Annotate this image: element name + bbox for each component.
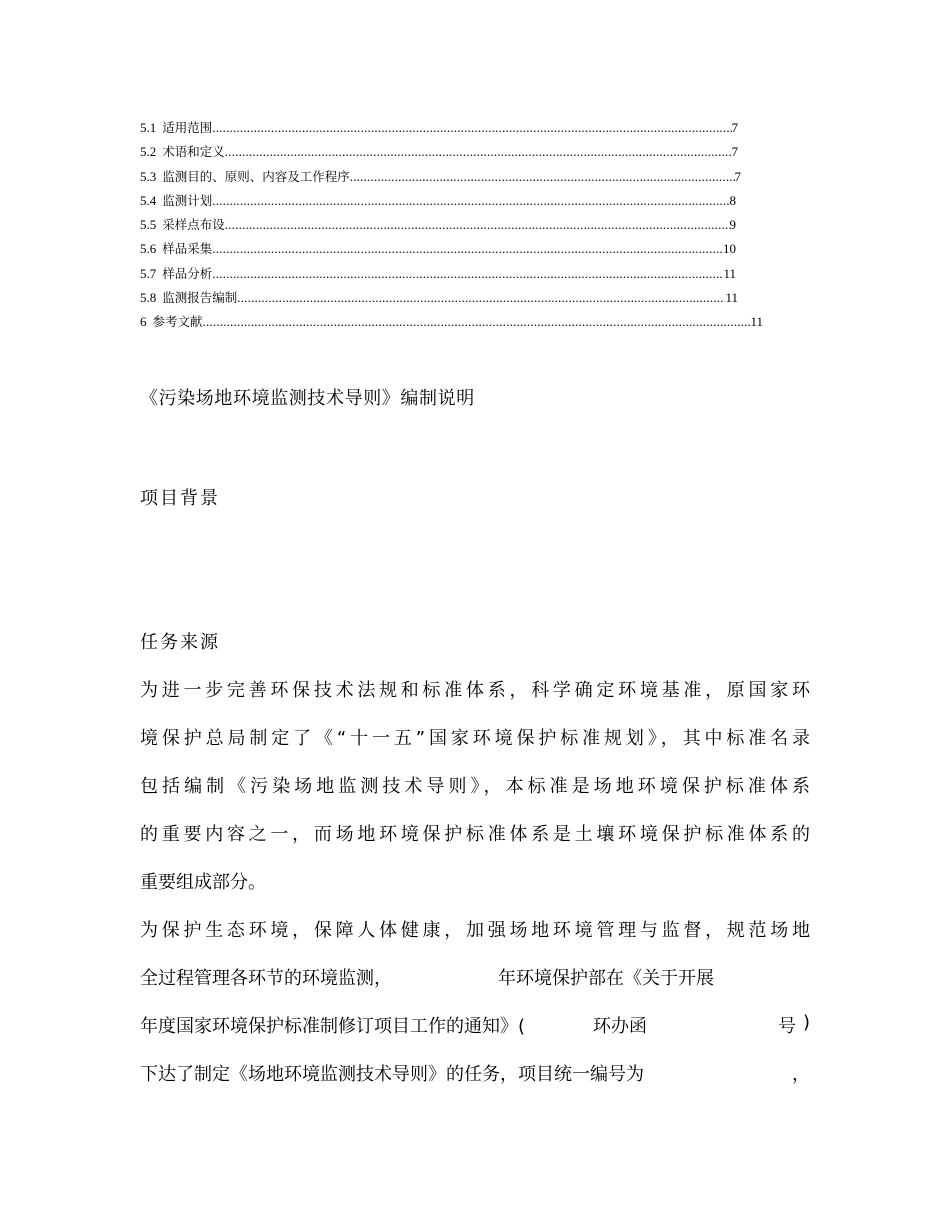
paragraph-line: 包括编制《污染场地监测技术导则》，本标准是场地环境保护标准体系	[140, 776, 810, 797]
toc-leader-dots	[203, 310, 751, 334]
toc-leader-dots	[350, 165, 735, 189]
paragraph-line: 的重要内容之一，而场地环境保护标准体系是土壤环境保护标准体系的	[140, 824, 810, 845]
toc-leader-dots	[212, 237, 723, 261]
toc-entry-number: 5.1	[140, 120, 157, 135]
paragraph-segment: ，	[792, 1064, 810, 1085]
section-heading-task-source: 任务来源	[140, 632, 220, 653]
paragraph-segment: 全过程管理各环节的环境监测，	[140, 968, 392, 989]
toc-entry-page: 9	[729, 217, 736, 233]
toc-leader-dots	[237, 286, 725, 310]
toc-entry-page: 8	[729, 192, 736, 208]
toc-entry-page: 7	[734, 168, 741, 184]
toc-entry-title: 样品采集	[162, 241, 213, 257]
toc-entry-number: 5.4	[140, 192, 157, 208]
toc-entry-title: 采样点布设	[162, 217, 225, 233]
toc-entry-page: 11	[723, 265, 736, 281]
toc-entry-page: 11	[725, 290, 738, 306]
toc-entry-number: 5.5	[140, 217, 157, 233]
toc-entry-page: 7	[731, 120, 738, 135]
toc-entry[interactable]	[140, 237, 736, 261]
toc-leader-dots	[225, 140, 732, 164]
toc-entry-page: 7	[731, 144, 738, 160]
paragraph-line: 重要组成部分。	[140, 872, 266, 893]
toc-entry-title: 监测计划	[162, 192, 213, 208]
toc-entry-title: 样品分析	[162, 265, 213, 281]
toc-leader-dots	[212, 189, 729, 213]
toc-entry[interactable]	[140, 140, 738, 164]
paragraph-segment: 环办函	[593, 1016, 647, 1037]
toc-entry[interactable]	[140, 286, 738, 310]
document-title: 《污染场地环境监测技术导则》编制说明	[140, 388, 475, 409]
paragraph-line: 为保护生态环境，保障人体健康，加强场地环境管理与监督，规范场地	[140, 920, 810, 941]
toc-entry-number: 5.2	[140, 144, 157, 160]
paragraph-segment: 下达了制定《场地环境监测技术导则》的任务，项目统一编号为	[140, 1064, 644, 1085]
toc-entry-title: 参考文献	[152, 314, 203, 330]
toc-entry-title: 监测报告编制	[162, 290, 238, 306]
toc-entry[interactable]	[140, 116, 738, 140]
toc-leader-dots	[225, 213, 730, 237]
toc-entry-title: 术语和定义	[162, 144, 225, 160]
paragraph-segment: )	[803, 1012, 811, 1033]
toc-entry[interactable]	[140, 310, 763, 334]
toc-entry-number: 5.7	[140, 265, 157, 281]
toc-entry-number: 6	[140, 314, 147, 330]
toc-entry-number: 5.3	[140, 168, 157, 184]
paragraph-line: 为进一步完善环保技术法规和标准体系，科学确定环境基准，原国家环	[140, 680, 810, 701]
toc-entry-title: 监测目的、原则、内容及工作程序	[162, 168, 350, 184]
toc-entry[interactable]	[140, 262, 736, 286]
toc-entry[interactable]	[140, 189, 736, 213]
table-of-contents	[140, 116, 780, 335]
toc-entry[interactable]	[140, 165, 741, 189]
toc-leader-dots	[212, 262, 723, 286]
toc-entry-title: 适用范围	[162, 120, 213, 135]
paragraph-segment: 年环境保护部在《关于开展	[498, 968, 714, 989]
paragraph-segment: 年度国家环境保护标准制修订项目工作的通知》(	[140, 1016, 526, 1037]
toc-entry-page: 10	[723, 241, 736, 257]
toc-leader-dots	[212, 116, 731, 140]
paragraph-line: 境保护总局制定了《“十一五”国家环境保护标准规划》，其中标准名录	[140, 728, 810, 749]
toc-entry[interactable]	[140, 213, 736, 237]
paragraph-segment: 号	[778, 1016, 796, 1037]
toc-entry-number: 5.6	[140, 241, 157, 257]
toc-entry-number: 5.8	[140, 290, 157, 306]
section-heading-background: 项目背景	[140, 488, 220, 509]
toc-entry-page: 11	[750, 314, 763, 330]
